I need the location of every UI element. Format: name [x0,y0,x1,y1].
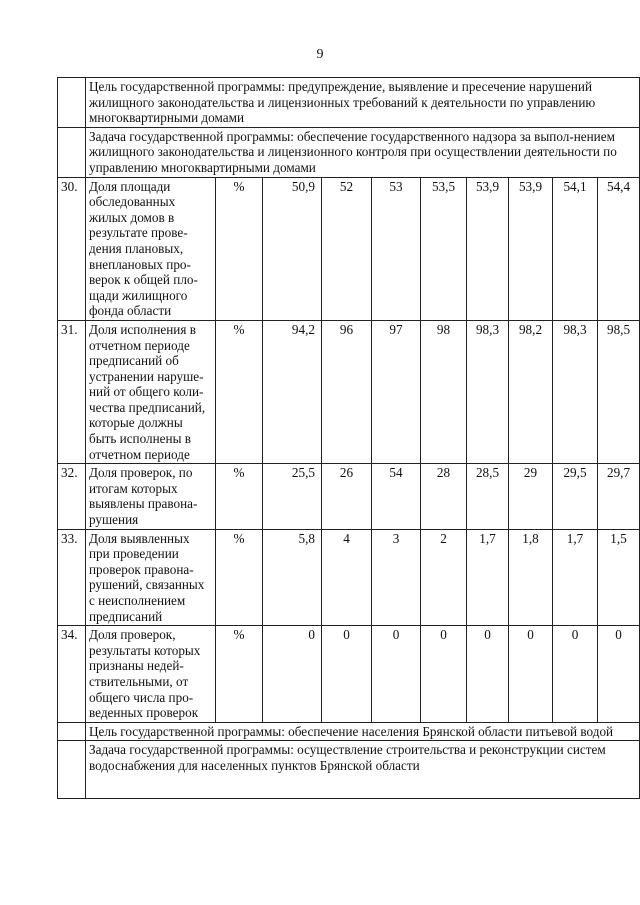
indicator-value: 3 [372,529,421,626]
indicator-value: 98,3 [553,320,598,463]
indicator-value: 54,4 [598,177,640,320]
row-number: 31. [58,320,86,463]
indicator-value: 0 [509,626,553,723]
indicator-name: Доля исполнения в отчетном периоде предписаний об устранении наруше-ний от общего коли-чества предписаний, которые должны быть исполнены в отчетном периоде [86,320,216,463]
task-row [58,127,640,177]
indicator-value: 28 [421,464,467,529]
task-2-row [58,741,640,799]
goal-2-row-num-cell [58,722,86,741]
indicator-value: 1,5 [598,529,640,626]
indicator-value: 29,5 [553,464,598,529]
row-number: 30. [58,177,86,320]
indicator-name: Доля выявленных при проведении проверок правона-рушений, связанных с неисполнением предписаний [86,529,216,626]
indicator-value: 28,5 [467,464,509,529]
indicator-value: 53,5 [421,177,467,320]
task-row-num-cell [58,127,86,177]
task-1-text: Задача государственной программы: обеспечение государственного надзора за выпол-нением жилищного законодательства и лицензионного контроля при осуществлении деятельности по управлению многоквартирными домами [86,127,640,177]
indicator-unit: % [216,320,263,463]
row-number: 32. [58,464,86,529]
table-row [58,529,640,626]
table-row [58,320,640,463]
indicator-unit: % [216,464,263,529]
indicator-value: 29,7 [598,464,640,529]
indicator-value: 52 [322,177,372,320]
indicator-value: 54,1 [553,177,598,320]
indicator-value: 98,2 [509,320,553,463]
indicator-value: 96 [322,320,372,463]
indicator-value: 53,9 [467,177,509,320]
table-row [58,626,640,723]
goal-2-text: Цель государственной программы: обеспечение населения Брянской области питьевой водой [86,722,640,741]
indicator-value: 53 [372,177,421,320]
indicator-value: 53,9 [509,177,553,320]
indicator-value: 54 [372,464,421,529]
indicator-value: 26 [322,464,372,529]
indicator-value: 0 [263,626,322,723]
indicator-value: 98,5 [598,320,640,463]
indicator-value: 0 [372,626,421,723]
indicator-value: 98,3 [467,320,509,463]
indicator-value: 29 [509,464,553,529]
goal-row [58,78,640,128]
indicator-value: 1,8 [509,529,553,626]
indicator-value: 1,7 [553,529,598,626]
table-row [58,177,640,320]
indicator-unit: % [216,529,263,626]
indicator-value: 98 [421,320,467,463]
indicator-value: 0 [467,626,509,723]
page-number: 9 [316,47,324,62]
goal-1-text: Цель государственной программы: предупреждение, выявление и пресечение нарушений жилищного законодательства и лицензионных требований к деятельности по управлению многоквартирными домами [86,78,640,128]
indicator-value: 0 [421,626,467,723]
indicator-name: Доля площади обследованных жилых домов в результате прове-дения плановых, внеплановых про-верок к общей пло-щади жилищного фонда области [86,177,216,320]
indicator-unit: % [216,626,263,723]
indicator-value: 25,5 [263,464,322,529]
table-row [58,464,640,529]
indicator-value: 2 [421,529,467,626]
indicator-value: 94,2 [263,320,322,463]
indicator-value: 1,7 [467,529,509,626]
goal-2-row [58,722,640,741]
indicator-value: 4 [322,529,372,626]
row-number: 34. [58,626,86,723]
indicator-value: 0 [598,626,640,723]
indicator-value: 97 [372,320,421,463]
goal-row-num-cell [58,78,86,128]
indicator-name: Доля проверок, результаты которых признаны недей-ствительными, от общего числа про-веденных проверок [86,626,216,723]
indicator-value: 0 [553,626,598,723]
task-2-row-num-cell [58,741,86,799]
indicator-unit: % [216,177,263,320]
task-2-text: Задача государственной программы: осуществление строительства и реконструкции систем водоснабжения для населенных пунктов Брянской области [86,741,640,799]
row-number: 33. [58,529,86,626]
indicators-table [57,77,640,799]
indicator-value: 0 [322,626,372,723]
indicator-value: 50,9 [263,177,322,320]
indicator-value: 5,8 [263,529,322,626]
indicator-name: Доля проверок, по итогам которых выявлены правона-рушения [86,464,216,529]
